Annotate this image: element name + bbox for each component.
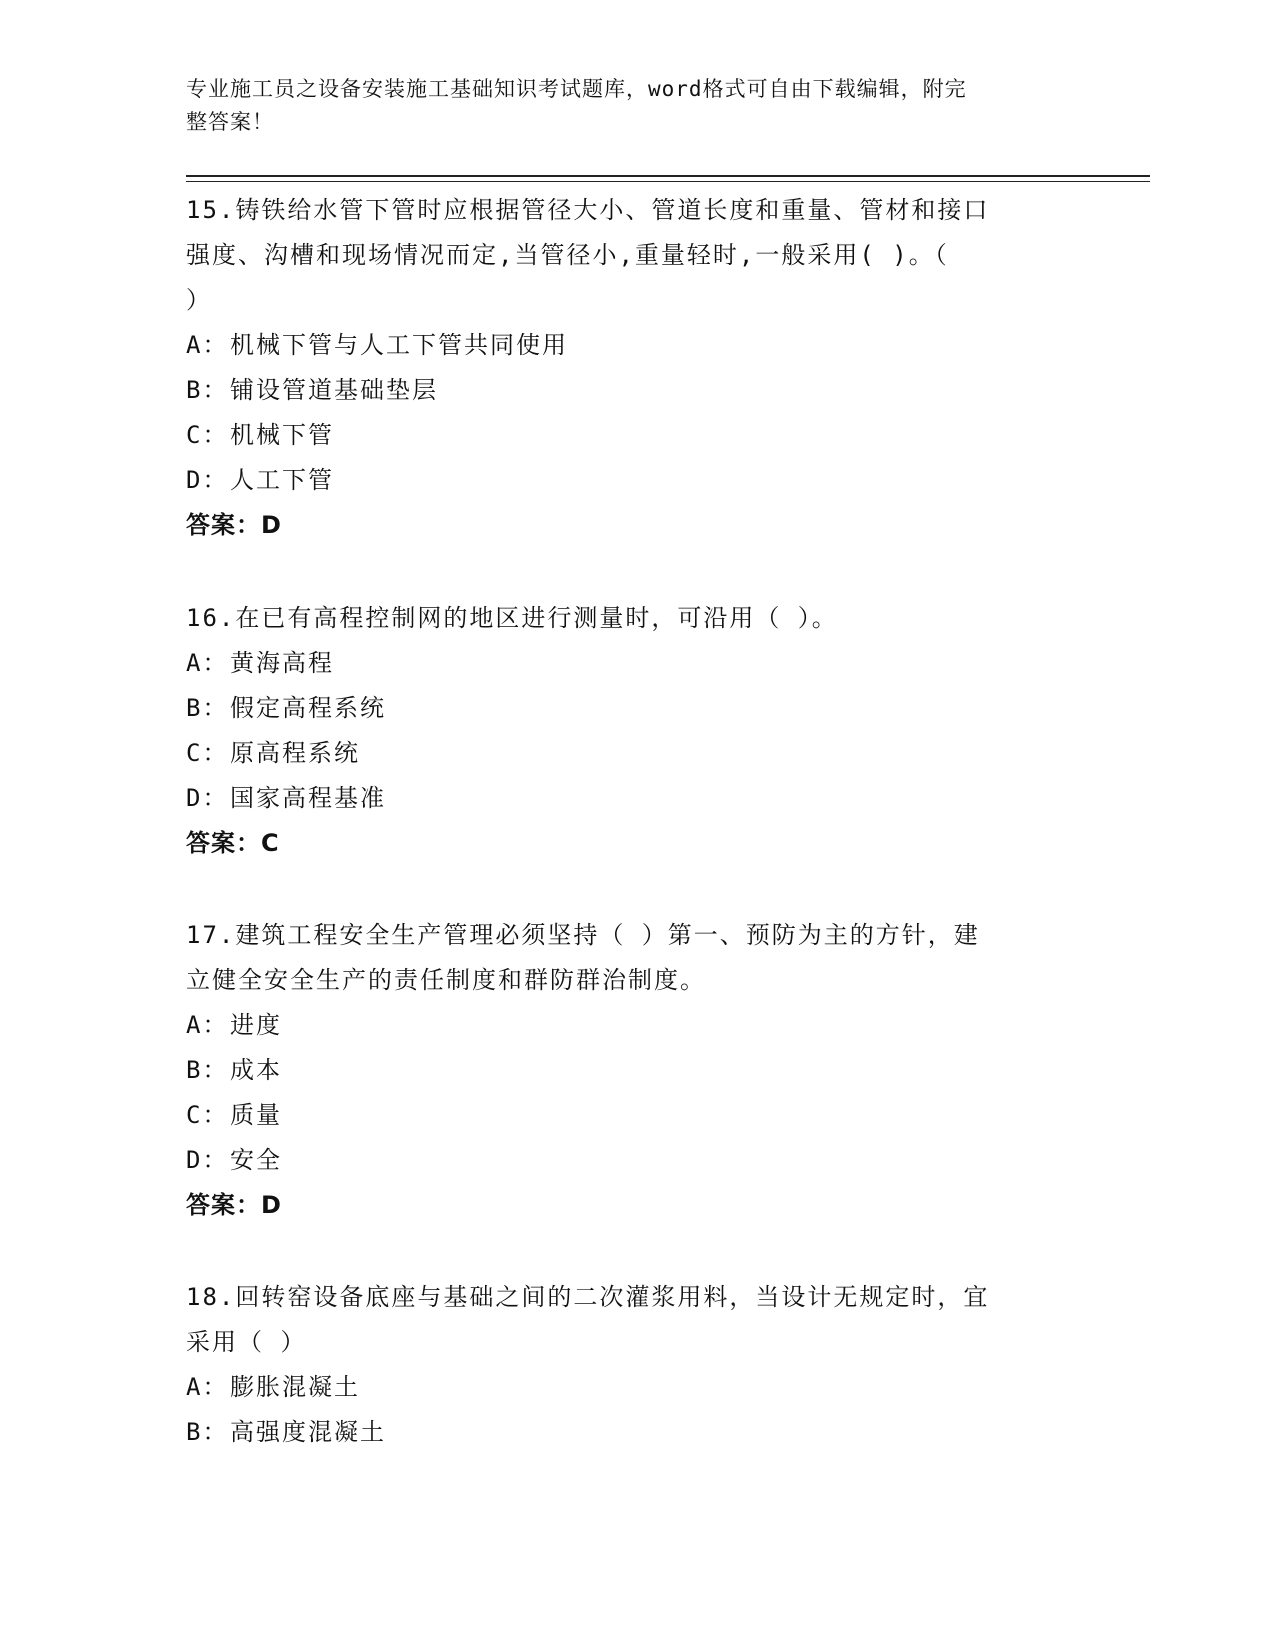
- option-text: 黄海高程: [230, 649, 334, 677]
- option-a: [186, 1003, 1086, 1048]
- option-key: A：: [186, 331, 229, 359]
- question-stem-line: 立健全安全生产的责任制度和群防群治制度。: [186, 966, 706, 994]
- option-text: 成本: [230, 1056, 282, 1084]
- answer-line: 答案：D: [186, 1191, 282, 1219]
- option-text: 进度: [230, 1011, 282, 1039]
- question-stem-line: 采用（ ）: [186, 1328, 307, 1356]
- option-key: A：: [186, 1373, 229, 1401]
- option-key: D：: [186, 466, 229, 494]
- option-b: [186, 368, 1086, 413]
- document-header: [186, 73, 1056, 139]
- option-key: B：: [186, 376, 229, 404]
- option-c: [186, 413, 1086, 458]
- option-a: [186, 641, 1086, 686]
- answer-line: 答案：C: [186, 829, 280, 857]
- option-key: D：: [186, 784, 229, 812]
- question-stem-line: 强度、沟槽和现场情况而定,当管径小,重量轻时,一般采用( )。（: [186, 241, 949, 269]
- question-17: [186, 913, 1086, 1228]
- option-text: 机械下管: [230, 421, 334, 449]
- option-text: 人工下管: [230, 466, 334, 494]
- question-stem-line: 16.在已有高程控制网的地区进行测量时，可沿用（ ）。: [186, 604, 838, 632]
- option-d: [186, 458, 1086, 503]
- option-a: [186, 1365, 1086, 1410]
- option-b: [186, 686, 1086, 731]
- question-stem-line: 18.回转窑设备底座与基础之间的二次灌浆用料，当设计无规定时，宜: [186, 1283, 990, 1311]
- option-key: B：: [186, 1418, 229, 1446]
- option-text: 质量: [230, 1101, 282, 1129]
- header-line: 整答案！: [186, 110, 274, 134]
- question-stem-line: ）: [186, 286, 212, 314]
- option-text: 铺设管道基础垫层: [230, 376, 438, 404]
- question-stem-line: 15.铸铁给水管下管时应根据管径大小、管道长度和重量、管材和接口: [186, 196, 990, 224]
- question-15: [186, 188, 1086, 548]
- option-key: A：: [186, 649, 229, 677]
- option-text: 机械下管与人工下管共同使用: [230, 331, 568, 359]
- option-key: B：: [186, 1056, 229, 1084]
- answer-line: 答案：D: [186, 511, 282, 539]
- option-c: [186, 1093, 1086, 1138]
- option-text: 假定高程系统: [230, 694, 386, 722]
- option-key: C：: [186, 1101, 229, 1129]
- option-key: C：: [186, 421, 229, 449]
- option-key: A：: [186, 1011, 229, 1039]
- option-b: [186, 1410, 1086, 1455]
- option-text: 原高程系统: [230, 739, 360, 767]
- option-key: B：: [186, 694, 229, 722]
- option-text: 安全: [230, 1146, 282, 1174]
- option-text: 高强度混凝土: [230, 1418, 386, 1446]
- header-divider-thin: [186, 181, 1150, 182]
- question-18: [186, 1275, 1086, 1455]
- question-16: [186, 596, 1086, 866]
- header-divider-thick: [186, 175, 1150, 177]
- question-stem-line: 17.建筑工程安全生产管理必须坚持（ ）第一、预防为主的方针，建: [186, 921, 980, 949]
- option-text: 膨胀混凝土: [230, 1373, 360, 1401]
- option-c: [186, 731, 1086, 776]
- header-line: 专业施工员之设备安装施工基础知识考试题库，word格式可自由下载编辑，附完: [186, 77, 967, 101]
- option-key: D：: [186, 1146, 229, 1174]
- option-key: C：: [186, 739, 229, 767]
- option-b: [186, 1048, 1086, 1093]
- option-d: [186, 1138, 1086, 1183]
- option-a: [186, 323, 1086, 368]
- option-text: 国家高程基准: [230, 784, 386, 812]
- option-d: [186, 776, 1086, 821]
